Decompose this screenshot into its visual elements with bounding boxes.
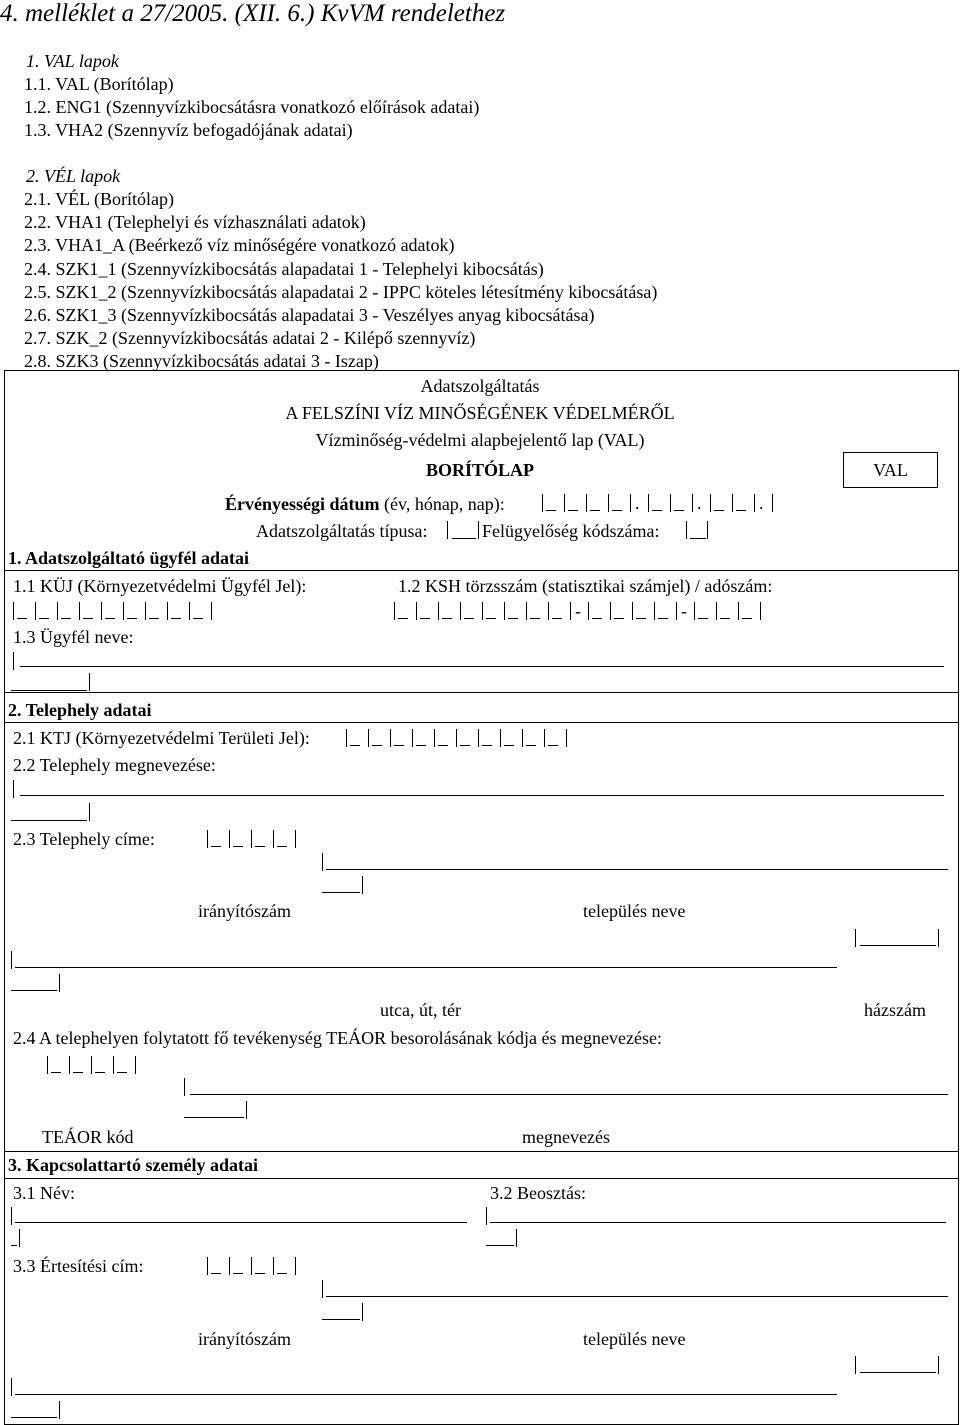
ksh-cell[interactable] xyxy=(698,618,708,619)
kuj-cell[interactable] xyxy=(171,618,181,619)
type-label: Adatszolgáltatás típusa: xyxy=(256,521,428,541)
kuj-cell[interactable] xyxy=(17,618,27,619)
site-zip-cell-divider xyxy=(273,830,274,848)
validity-date-cell-divider xyxy=(564,494,565,512)
contact-position-field-left[interactable] xyxy=(486,1207,487,1225)
client-name-field-left[interactable] xyxy=(13,652,14,670)
site-zip-cell[interactable] xyxy=(211,846,221,847)
toc-item: 1.3. VHA2 (Szennyvíz befogadójának adatai) xyxy=(24,120,353,140)
ksh-cell-divider xyxy=(760,602,761,620)
ktj-cell[interactable] xyxy=(416,745,426,746)
validity-date-cell[interactable] xyxy=(612,510,622,511)
type-field-right[interactable] xyxy=(478,521,479,539)
form-description: Vízminőség-védelmi alapbejelentő lap (VAL) xyxy=(315,430,645,450)
kuj-cell[interactable] xyxy=(105,618,115,619)
contact-house-field-right[interactable] xyxy=(938,1356,939,1374)
validity-date-cell[interactable] xyxy=(736,510,746,511)
contact-street-field[interactable] xyxy=(15,1394,837,1395)
site-street-field[interactable] xyxy=(15,967,837,968)
ksh-cell-divider xyxy=(460,602,461,620)
contact-zip-caption: irányítószám xyxy=(198,1329,291,1349)
site-house-field-right[interactable] xyxy=(938,929,939,947)
validity-date-cell-divider xyxy=(754,494,755,512)
ksh-cell[interactable] xyxy=(486,618,496,619)
site-zip-caption: irányítószám xyxy=(198,901,291,921)
kuj-cell[interactable] xyxy=(127,618,137,619)
validity-date-cell-divider xyxy=(710,494,711,512)
site-street-field-left[interactable] xyxy=(11,951,12,969)
site-house-field-left[interactable] xyxy=(855,929,856,947)
site-zip-cell-divider xyxy=(251,830,252,848)
kuj-cell-divider xyxy=(79,602,80,620)
contact-street-field-cont[interactable] xyxy=(11,1417,57,1418)
site-zip-cell-divider xyxy=(207,830,208,848)
contact-address-label: 3.3 Értesítési cím: xyxy=(13,1256,144,1276)
cover-title: BORÍTÓLAP xyxy=(425,460,535,480)
ksh-cell-divider xyxy=(438,602,439,620)
form-title: Adatszolgáltatás xyxy=(420,376,540,396)
teaor-code-cell-divider xyxy=(69,1056,70,1074)
teaor-name-caption: megnevezés xyxy=(522,1127,610,1147)
ksh-cell-divider xyxy=(738,602,739,620)
site-house-field[interactable] xyxy=(860,945,936,946)
ktj-cell[interactable] xyxy=(548,745,558,746)
ksh-cell-divider xyxy=(632,602,633,620)
kuj-cell[interactable] xyxy=(193,618,203,619)
contact-street-field-left[interactable] xyxy=(11,1378,12,1396)
validity-label-rest: (év, hónap, nap): xyxy=(379,494,505,514)
ksh-cell[interactable] xyxy=(658,618,668,619)
client-name-label: 1.3 Ügyfél neve: xyxy=(13,627,134,647)
kuj-cell[interactable] xyxy=(83,618,93,619)
ksh-cell-divider xyxy=(526,602,527,620)
site-street-field-cont[interactable] xyxy=(11,990,57,991)
contact-zip-cell-divider xyxy=(207,1257,208,1275)
authority-label: Felügyelőség kódszáma: xyxy=(482,521,660,541)
ksh-cell[interactable] xyxy=(530,618,540,619)
site-house-caption: házszám xyxy=(864,1000,926,1020)
contact-city-caption: település neve xyxy=(583,1329,686,1349)
validity-date-cell[interactable] xyxy=(652,510,662,511)
contact-name-field[interactable] xyxy=(15,1222,467,1223)
validity-date-cell-divider xyxy=(542,494,543,512)
validity-date-cell-divider xyxy=(630,494,631,512)
contact-position-field-end[interactable] xyxy=(516,1229,517,1247)
validity-label xyxy=(225,494,505,514)
ktj-cell-divider xyxy=(368,729,369,747)
site-city-field-left[interactable] xyxy=(322,853,323,871)
ktj-cell-divider xyxy=(434,729,435,747)
teaor-code-cell[interactable] xyxy=(95,1072,105,1073)
kuj-cell-divider xyxy=(57,602,58,620)
ksh-cell[interactable] xyxy=(508,618,518,619)
ksh-cell-divider xyxy=(588,602,589,620)
ksh-cell-divider xyxy=(504,602,505,620)
ksh-cell[interactable] xyxy=(464,618,474,619)
site-zip-cell-divider xyxy=(229,830,230,848)
kuj-cell-divider xyxy=(145,602,146,620)
contact-city-field[interactable] xyxy=(326,1296,948,1297)
toc-item: 2.5. SZK1_2 (Szennyvízkibocsátás alapadatai 2 - IPPC köteles létesítmény kibocsátása) xyxy=(24,282,658,302)
ksh-cell[interactable] xyxy=(742,618,752,619)
teaor-code-cell-divider xyxy=(47,1056,48,1074)
teaor-code-cell-divider xyxy=(91,1056,92,1074)
ksh-cell-divider xyxy=(482,602,483,620)
section-1-title: 1. Adatszolgáltató ügyfél adatai xyxy=(8,548,249,568)
toc-item: 2.1. VÉL (Borítólap) xyxy=(24,189,174,209)
ksh-cell[interactable] xyxy=(420,618,430,619)
site-zip-cell[interactable] xyxy=(277,846,287,847)
ktj-cell-divider xyxy=(500,729,501,747)
site-zip-cell[interactable] xyxy=(255,846,265,847)
contact-zip-cell[interactable] xyxy=(255,1273,265,1274)
toc-item: 2.6. SZK1_3 (Szennyvízkibocsátás alapadatai 3 - Veszélyes anyag kibocsátása) xyxy=(24,305,595,325)
contact-house-field[interactable] xyxy=(860,1372,936,1373)
site-zip-cell[interactable] xyxy=(233,846,243,847)
section-3-box xyxy=(4,1178,959,1425)
validity-date-cell[interactable] xyxy=(546,510,556,511)
site-city-field[interactable] xyxy=(326,869,948,870)
contact-city-field-left[interactable] xyxy=(322,1280,323,1298)
teaor-name-field-cont[interactable] xyxy=(184,1117,244,1118)
site-address-label: 2.3 Telephely címe: xyxy=(13,829,155,849)
validity-date-separator: . xyxy=(635,493,640,513)
ksh-cell[interactable] xyxy=(636,618,646,619)
validity-date-cell[interactable] xyxy=(714,510,724,511)
kuj-cell-divider xyxy=(13,602,14,620)
ksh-cell[interactable] xyxy=(552,618,562,619)
contact-house-field-left[interactable] xyxy=(855,1356,856,1374)
contact-name-field-left[interactable] xyxy=(11,1207,12,1225)
contact-position-field[interactable] xyxy=(490,1222,946,1223)
ktj-cell-divider xyxy=(412,729,413,747)
ksh-cell[interactable] xyxy=(442,618,452,619)
toc-item: 2.8. SZK3 (Szennyvízkibocsátás adatai 3 - Iszap) xyxy=(24,351,379,371)
ktj-cell-divider xyxy=(390,729,391,747)
site-city-field-cont[interactable] xyxy=(322,892,360,893)
validity-date-cell-divider xyxy=(670,494,671,512)
ksh-cell-divider xyxy=(548,602,549,620)
contact-city-field-cont[interactable] xyxy=(322,1319,360,1320)
teaor-code-cell-divider xyxy=(135,1056,136,1074)
teaor-name-field-end[interactable] xyxy=(246,1101,247,1119)
ksh-cell-divider xyxy=(654,602,655,620)
ktj-cell[interactable] xyxy=(372,745,382,746)
ksh-cell[interactable] xyxy=(592,618,602,619)
ktj-cell[interactable] xyxy=(482,745,492,746)
site-city-field-end[interactable] xyxy=(362,876,363,894)
contact-position-label: 3.2 Beosztás: xyxy=(490,1183,586,1203)
validity-date-separator: . xyxy=(759,493,764,513)
site-name-label: 2.2 Telephely megnevezése: xyxy=(13,755,216,775)
ksh-cell-divider xyxy=(694,602,695,620)
contact-zip-cell[interactable] xyxy=(277,1273,287,1274)
kuj-cell[interactable] xyxy=(149,618,159,619)
contact-zip-cell-divider xyxy=(229,1257,230,1275)
validity-date-cell-divider xyxy=(732,494,733,512)
validity-label-bold: Érvényességi dátum xyxy=(225,494,380,514)
form-subtitle: A FELSZÍNI VÍZ MINŐSÉGÉNEK VÉDELMÉRŐL xyxy=(285,403,675,423)
ktj-cell[interactable] xyxy=(438,745,448,746)
kuj-cell[interactable] xyxy=(61,618,71,619)
validity-date-cell-divider xyxy=(648,494,649,512)
kuj-cell-divider xyxy=(35,602,36,620)
contact-street-field-end[interactable] xyxy=(59,1401,60,1419)
site-street-field-end[interactable] xyxy=(59,974,60,992)
ktj-cell[interactable] xyxy=(526,745,536,746)
contact-zip-cell-divider xyxy=(273,1257,274,1275)
validity-date-cell-divider xyxy=(586,494,587,512)
teaor-label: 2.4 A telephelyen folytatott fő tevékenység TEÁOR besorolásának kódja és megnevezése: xyxy=(13,1028,662,1048)
type-field-left[interactable] xyxy=(447,521,448,539)
toc-item: 1. VAL lapok xyxy=(26,51,119,71)
type-field[interactable] xyxy=(452,538,476,539)
ktj-cell-divider xyxy=(346,729,347,747)
site-city-caption: település neve xyxy=(583,901,686,921)
ksh-separator: - xyxy=(575,601,581,621)
page-title: 4. melléklet a 27/2005. (XII. 6.) KvVM rendelethez xyxy=(0,0,506,27)
contact-position-field-cont[interactable] xyxy=(486,1245,514,1246)
ktj-cell[interactable] xyxy=(504,745,514,746)
section-2-box xyxy=(4,722,959,1152)
kuj-label: 1.1 KÜJ (Környezetvédelmi Ügyfél Jel): xyxy=(13,576,307,596)
ktj-cell-divider xyxy=(522,729,523,747)
ksh-cell[interactable] xyxy=(614,618,624,619)
authority-field-right[interactable] xyxy=(707,521,708,539)
ksh-cell-divider xyxy=(394,602,395,620)
ksh-label: 1.2 KSH törzsszám (statisztikai számjel) / adószám: xyxy=(398,576,773,596)
validity-date-cell[interactable] xyxy=(674,510,684,511)
ktj-cell-divider xyxy=(566,729,567,747)
ksh-cell-divider xyxy=(676,602,677,620)
ksh-cell[interactable] xyxy=(720,618,730,619)
teaor-code-caption: TEÁOR kód xyxy=(42,1127,134,1147)
validity-date-cell-divider xyxy=(692,494,693,512)
validity-date-cell-divider xyxy=(772,494,773,512)
contact-name-field-end[interactable] xyxy=(19,1229,20,1247)
authority-field-left[interactable] xyxy=(686,521,687,539)
ktj-cell[interactable] xyxy=(460,745,470,746)
kuj-cell-divider xyxy=(123,602,124,620)
ktj-cell[interactable] xyxy=(350,745,360,746)
site-zip-cell-divider xyxy=(295,830,296,848)
toc-item: 1.1. VAL (Borítólap) xyxy=(24,74,174,94)
teaor-code-cell-divider xyxy=(113,1056,114,1074)
kuj-cell[interactable] xyxy=(39,618,49,619)
kuj-cell-divider xyxy=(211,602,212,620)
client-name-field-cont[interactable] xyxy=(11,690,87,691)
form-code: VAL xyxy=(873,460,908,480)
ksh-cell-divider xyxy=(716,602,717,620)
teaor-name-field-left[interactable] xyxy=(184,1078,185,1096)
contact-name-label: 3.1 Név: xyxy=(13,1183,75,1203)
ktj-cell-divider xyxy=(478,729,479,747)
site-name-field-end[interactable] xyxy=(89,803,90,821)
validity-date-cell[interactable] xyxy=(568,510,578,511)
authority-field[interactable] xyxy=(690,538,706,539)
contact-zip-cell-divider xyxy=(295,1257,296,1275)
ksh-cell-divider xyxy=(416,602,417,620)
validity-date-cell[interactable] xyxy=(590,510,600,511)
toc-item: 2. VÉL lapok xyxy=(26,166,121,186)
toc-item: 2.3. VHA1_A (Beérkező víz minőségére vonatkozó adatok) xyxy=(24,235,455,255)
ksh-cell-divider xyxy=(570,602,571,620)
site-name-field[interactable] xyxy=(20,795,944,796)
ktj-label: 2.1 KTJ (Környezetvédelmi Területi Jel): xyxy=(13,728,310,748)
contact-zip-cell[interactable] xyxy=(233,1273,243,1274)
toc-item: 1.2. ENG1 (Szennyvízkibocsátásra vonatkozó előírások adatai) xyxy=(24,97,480,117)
client-name-field-end[interactable] xyxy=(89,673,90,691)
ktj-cell-divider xyxy=(544,729,545,747)
kuj-cell-divider xyxy=(189,602,190,620)
validity-date-separator: . xyxy=(697,493,702,513)
site-street-caption: utca, út, tér xyxy=(380,1000,461,1020)
teaor-code-cell[interactable] xyxy=(117,1072,127,1073)
validity-date-cell-divider xyxy=(608,494,609,512)
ksh-separator: - xyxy=(681,601,687,621)
contact-city-field-end[interactable] xyxy=(362,1303,363,1321)
site-name-field-cont[interactable] xyxy=(11,820,87,821)
contact-zip-cell[interactable] xyxy=(211,1273,221,1274)
client-name-field[interactable] xyxy=(20,666,944,667)
ksh-cell[interactable] xyxy=(398,618,408,619)
contact-zip-cell-divider xyxy=(251,1257,252,1275)
ktj-cell-divider xyxy=(456,729,457,747)
teaor-code-cell[interactable] xyxy=(51,1072,61,1073)
teaor-name-field[interactable] xyxy=(190,1094,948,1095)
kuj-cell-divider xyxy=(101,602,102,620)
toc-item: 2.2. VHA1 (Telephelyi és vízhasználati adatok) xyxy=(24,212,366,232)
section-3-title: 3. Kapcsolattartó személy adatai xyxy=(8,1155,258,1175)
ksh-cell-divider xyxy=(610,602,611,620)
site-name-field-left[interactable] xyxy=(13,780,14,798)
toc-item: 2.4. SZK1_1 (Szennyvízkibocsátás alapadatai 1 - Telephelyi kibocsátás) xyxy=(24,259,544,279)
kuj-cell-divider xyxy=(167,602,168,620)
contact-name-field-cont[interactable] xyxy=(11,1245,17,1246)
teaor-code-cell[interactable] xyxy=(73,1072,83,1073)
ktj-cell[interactable] xyxy=(394,745,404,746)
toc-item: 2.7. SZK_2 (Szennyvízkibocsátás adatai 2 - Kilépő szennyvíz) xyxy=(24,328,476,348)
section-2-title: 2. Telephely adatai xyxy=(8,700,152,720)
